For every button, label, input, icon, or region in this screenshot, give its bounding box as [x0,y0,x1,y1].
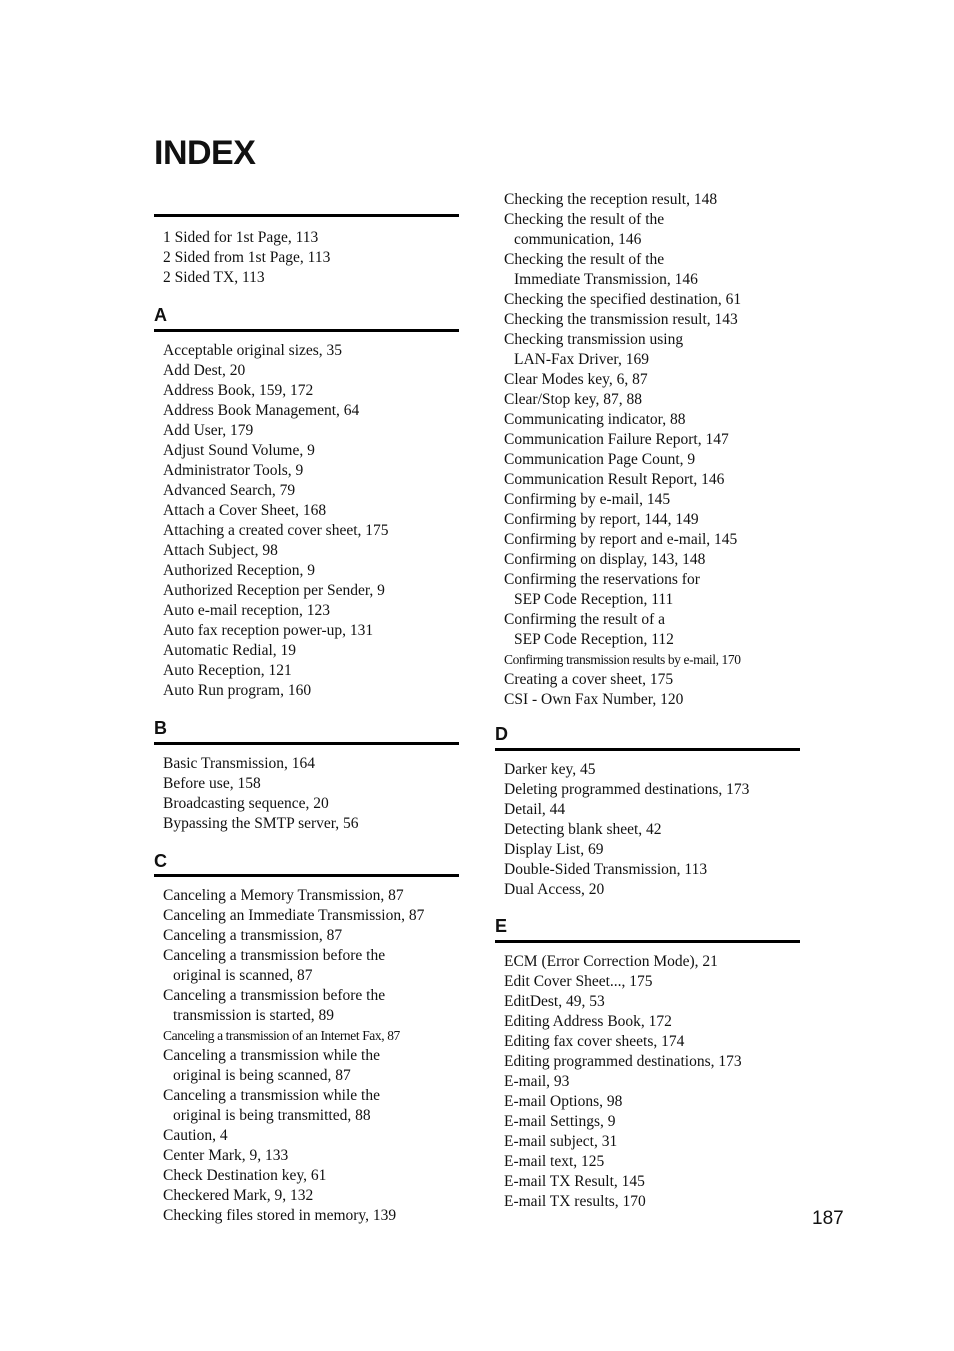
index-entry: Communication Failure Report, 147 [504,431,729,448]
index-entry: Checking the result of the [504,251,665,268]
index-entry: Confirming by report and e-mail, 145 [504,531,738,548]
index-entry: Editing Address Book, 172 [504,1013,672,1030]
index-entry: Authorized Reception per Sender, 9 [163,582,385,599]
index-entry: Canceling a transmission while the [163,1047,380,1064]
section-rule-d [495,748,800,751]
index-entry: Attach Subject, 98 [163,542,278,559]
section-letter-e: E [495,916,508,936]
index-entry: CSI - Own Fax Number, 120 [504,691,684,708]
index-entry: Canceling an Immediate Transmission, 87 [163,907,425,924]
index-entry: Darker key, 45 [504,761,596,778]
index-entry: E-mail, 93 [504,1073,570,1090]
index-entry: Checking the reception result, 148 [504,191,718,208]
index-entry: Double-Sided Transmission, 113 [504,861,708,878]
section-rule-c [154,874,459,877]
index-entry: communication, 146 [514,231,642,248]
index-entry: LAN-Fax Driver, 169 [514,351,649,368]
index-entry: Clear/Stop key, 87, 88 [504,391,643,408]
section-rule-a [154,329,459,332]
index-entry: Communication Page Count, 9 [504,451,696,468]
index-entry: Detail, 44 [504,801,566,818]
index-entry: Confirming the reservations for [504,571,700,588]
page-title: INDEX [154,134,256,172]
section-c-entries [163,886,424,1226]
index-entry: Basic Transmission, 164 [163,755,316,772]
index-entry: Checking the transmission result, 143 [504,311,738,328]
section-letter-b: B [154,718,167,738]
index-entry: E-mail Settings, 9 [504,1113,616,1130]
index-entry: Attaching a created cover sheet, 175 [163,522,389,539]
index-entry: Before use, 158 [163,775,261,792]
index-entry: E-mail text, 125 [504,1153,605,1170]
index-entry: Clear Modes key, 6, 87 [504,371,648,388]
index-entry: Detecting blank sheet, 42 [504,821,662,838]
section-d-entries [504,760,749,900]
index-entry: Canceling a transmission before the [163,947,386,964]
index-entry: Editing fax cover sheets, 174 [504,1033,685,1050]
index-entry: Authorized Reception, 9 [163,562,315,579]
index-entry: Checking files stored in memory, 139 [163,1207,397,1224]
index-entry: Canceling a transmission while the [163,1087,380,1104]
index-entry: 1 Sided for 1st Page, 113 [163,229,319,246]
section-c-continued-entries [504,190,741,710]
section-rule-b [154,742,459,745]
index-entry: Dual Access, 20 [504,881,605,898]
index-entry: Immediate Transmission, 146 [514,271,698,288]
index-entry: Confirming the result of a [504,611,665,628]
index-entry: Canceling a transmission before the [163,987,386,1004]
index-entry: original is scanned, 87 [173,967,313,984]
index-entry: Auto fax reception power-up, 131 [163,622,374,639]
index-entry: Add User, 179 [163,422,254,439]
index-entry: original is being scanned, 87 [173,1067,351,1084]
section-rule-e [495,940,800,943]
index-entry: Caution, 4 [163,1127,228,1144]
index-entry: Address Book, 159, 172 [163,382,314,399]
index-entry: E-mail subject, 31 [504,1133,618,1150]
index-entry: Add Dest, 20 [163,362,246,379]
index-entry: Confirming transmission results by e-mail, 170 [504,652,741,667]
section-rule-numeric [154,214,459,217]
index-entry: 2 Sided from 1st Page, 113 [163,249,331,266]
section-letter-d: D [495,724,508,744]
index-entry: Check Destination key, 61 [163,1167,327,1184]
index-entry: Center Mark, 9, 133 [163,1147,289,1164]
index-entry: Communicating indicator, 88 [504,411,686,428]
index-entry: E-mail TX results, 170 [504,1193,646,1210]
index-entry: Auto Reception, 121 [163,662,292,679]
index-entry: Edit Cover Sheet..., 175 [504,973,653,990]
index-entry: Broadcasting sequence, 20 [163,795,329,812]
index-entry: SEP Code Reception, 111 [514,591,674,608]
index-entry: transmission is started, 89 [173,1007,335,1024]
index-entry: Checking the specified destination, 61 [504,291,742,308]
index-entry: Communication Result Report, 146 [504,471,725,488]
index-entry: Checking the result of the [504,211,665,228]
index-entry: Acceptable original sizes, 35 [163,342,343,359]
index-entry: Display List, 69 [504,841,604,858]
section-numeric-entries [163,228,330,288]
index-entry: Confirming by report, 144, 149 [504,511,699,528]
section-letter-a: A [154,305,167,325]
section-letter-c: C [154,851,167,871]
index-entry: E-mail Options, 98 [504,1093,623,1110]
index-entry: Canceling a Memory Transmission, 87 [163,887,404,904]
index-entry: Bypassing the SMTP server, 56 [163,815,359,832]
index-entry: EditDest, 49, 53 [504,993,605,1010]
index-entry: Adjust Sound Volume, 9 [163,442,315,459]
index-entry: Confirming on display, 143, 148 [504,551,706,568]
index-entry: 2 Sided TX, 113 [163,269,265,286]
index-entry: Advanced Search, 79 [163,482,296,499]
index-entry: SEP Code Reception, 112 [514,631,674,648]
index-entry: Checkered Mark, 9, 132 [163,1187,314,1204]
index-entry: Confirming by e-mail, 145 [504,491,671,508]
index-entry: Auto e-mail reception, 123 [163,602,331,619]
index-entry: Attach a Cover Sheet, 168 [163,502,327,519]
index-entry: Automatic Redial, 19 [163,642,297,659]
index-entry: Address Book Management, 64 [163,402,360,419]
section-e-entries [504,952,742,1212]
section-a-entries [163,341,389,701]
index-entry: Administrator Tools, 9 [163,462,304,479]
index-entry: original is being transmitted, 88 [173,1107,371,1124]
index-entry: Deleting programmed destinations, 173 [504,781,750,798]
index-entry: Canceling a transmission, 87 [163,927,343,944]
index-entry: Checking transmission using [504,331,684,348]
index-entry: Canceling a transmission of an Internet Fax, 87 [163,1028,400,1043]
page-number: 187 [812,1208,844,1229]
index-entry: E-mail TX Result, 145 [504,1173,645,1190]
index-entry: Auto Run program, 160 [163,682,312,699]
index-entry: Creating a cover sheet, 175 [504,671,674,688]
index-entry: Editing programmed destinations, 173 [504,1053,742,1070]
index-entry: ECM (Error Correction Mode), 21 [504,953,718,970]
section-b-entries [163,754,359,834]
